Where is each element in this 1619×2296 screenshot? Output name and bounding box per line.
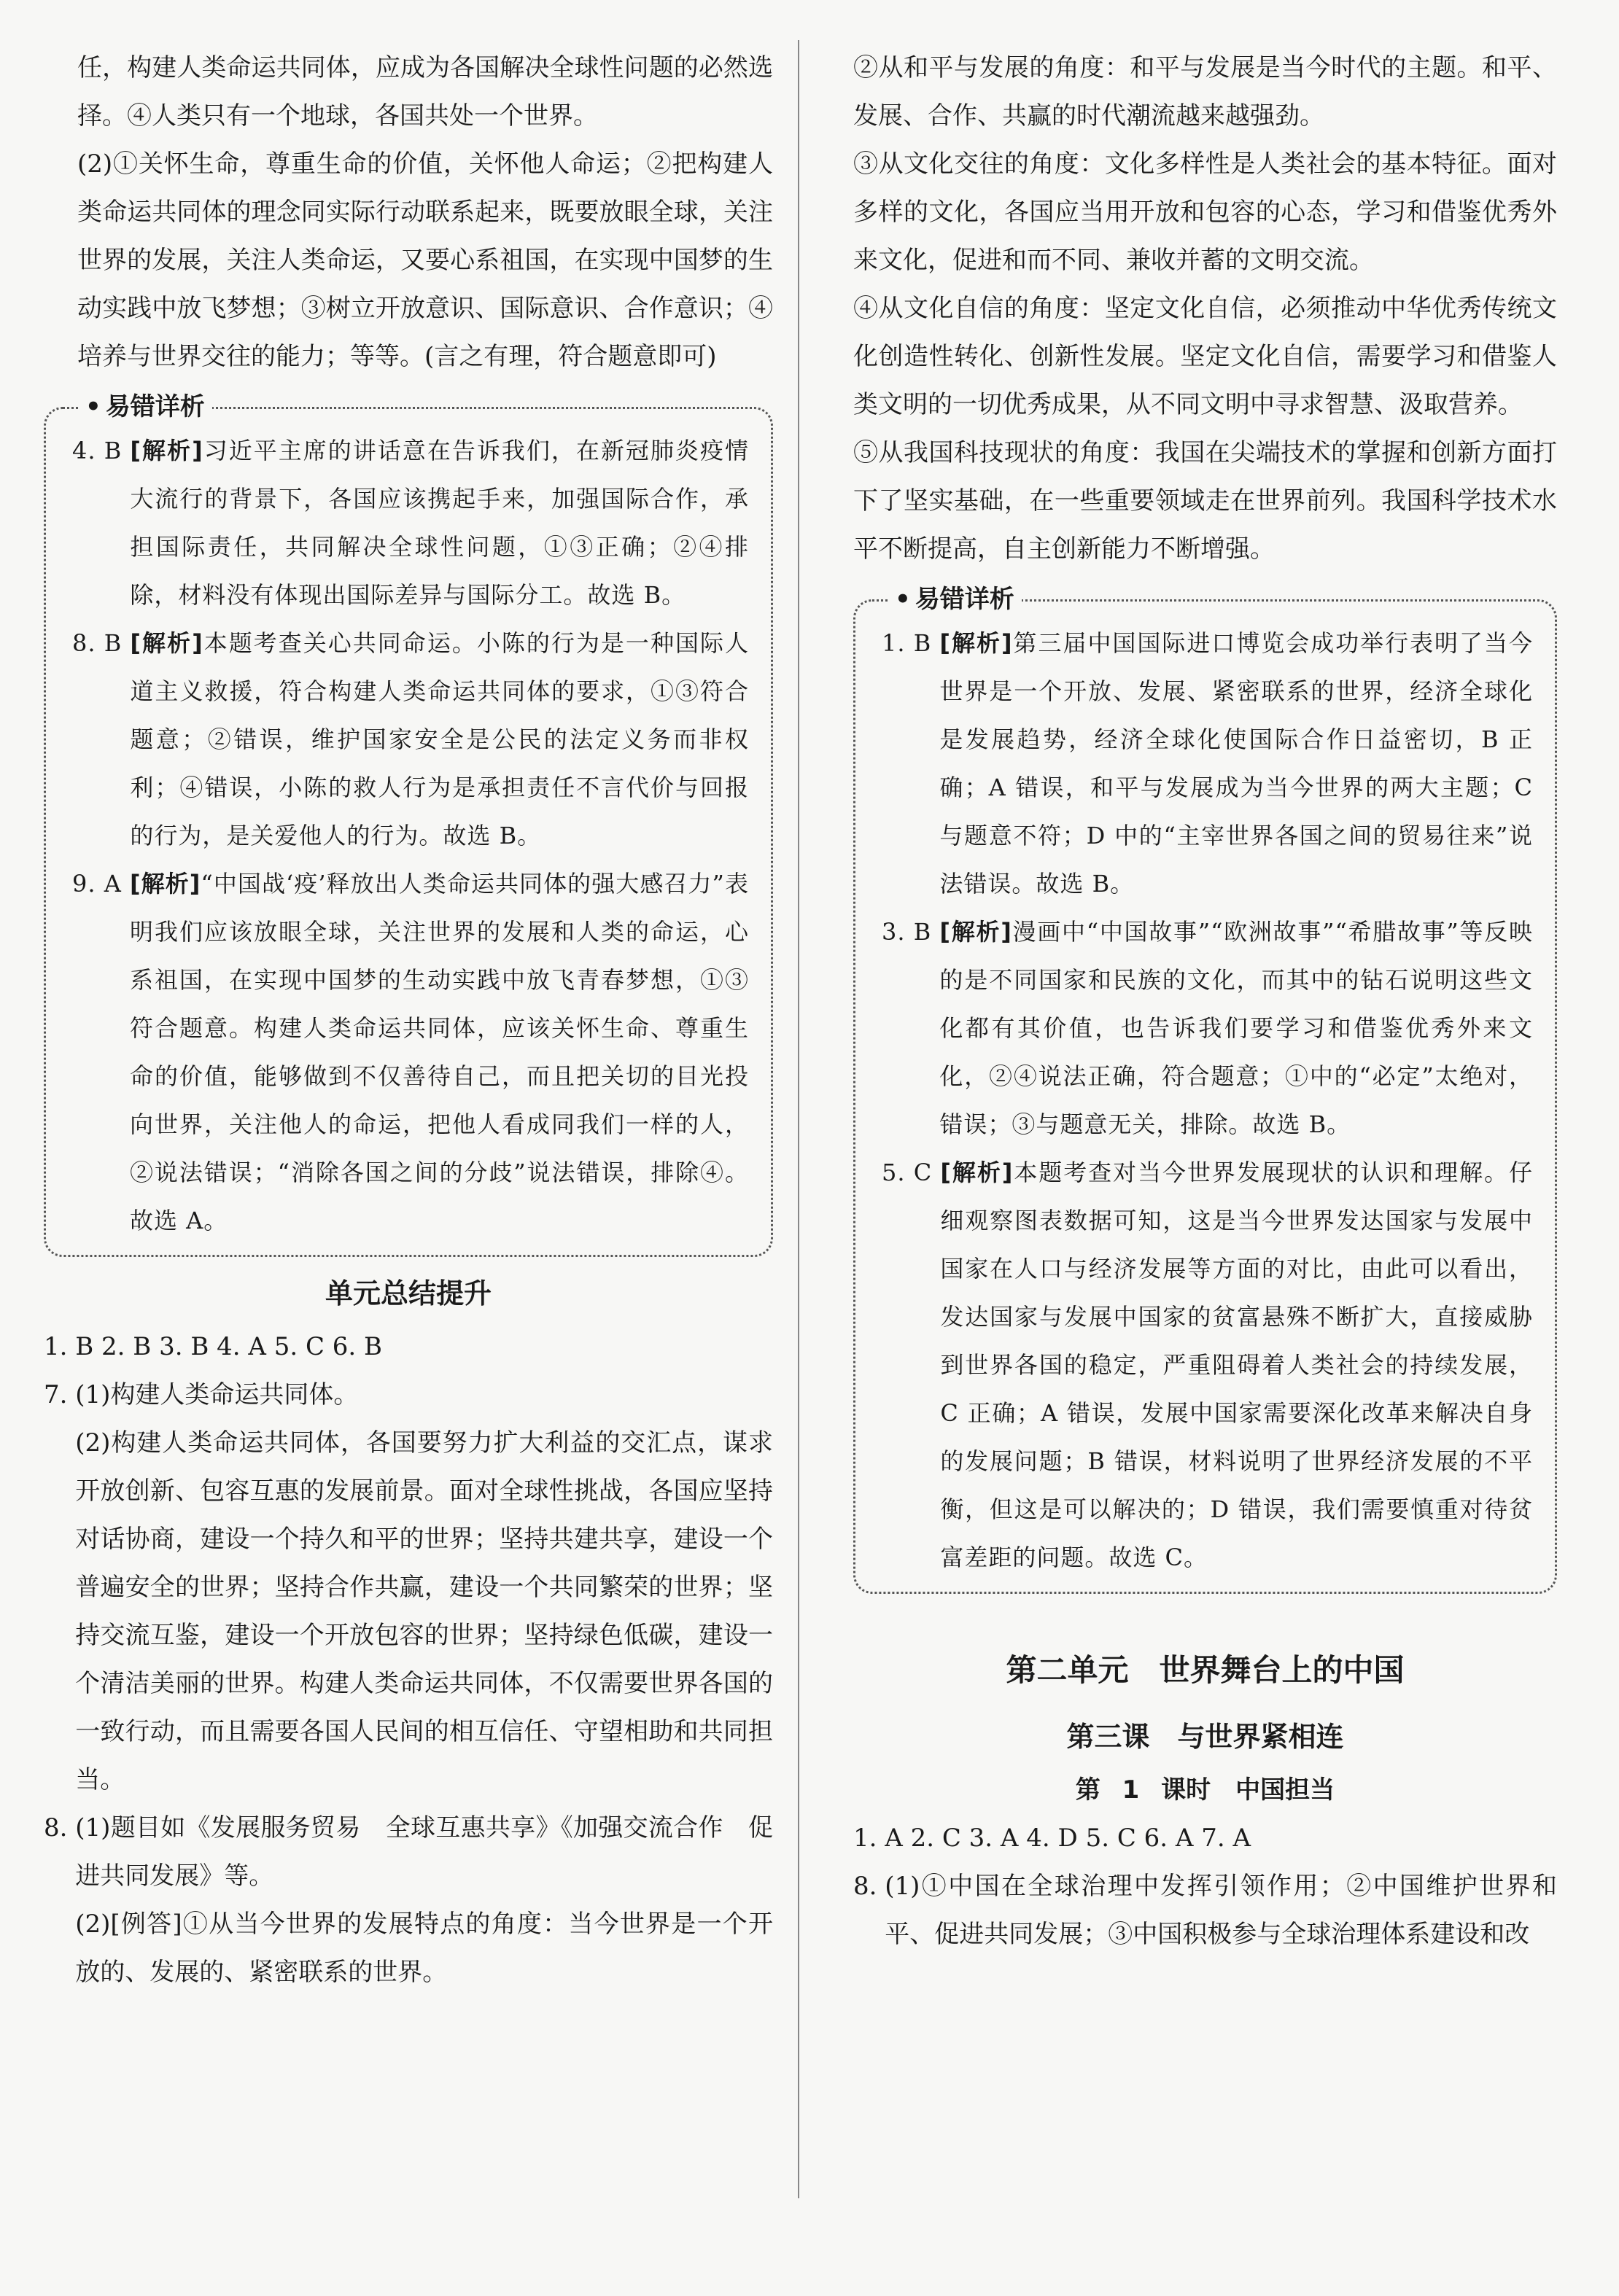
item-number: 3. B (882, 918, 940, 946)
q8-number: 8. (853, 1872, 885, 1901)
column-divider (798, 40, 799, 2198)
right-intro-1: ②从和平与发展的角度：和平与发展是当今时代的主题。和平、发展、合作、共赢的时代潮流越来越强劲。 (853, 53, 1557, 131)
period-title: 第 1 课时 中国担当 (1075, 1775, 1335, 1805)
q7-number: 7. (44, 1380, 76, 1409)
unit-summary-title: 单元总结提升 (325, 1277, 492, 1310)
summary-q7 (44, 1371, 773, 1804)
analysis-tag: [ 解析 ] (130, 629, 203, 657)
left-error-box-title: • 易错详析 (78, 390, 212, 424)
analysis-tag: [ 解析 ] (939, 918, 1012, 946)
right-error-box-title: • 易错详析 (888, 583, 1022, 616)
item-text: “中国战‘疫’释放出人类命运共同体的强大感召力”表明我们应该放眼全球，关注世界的发展和人类的命运，心系祖国，在实现中国梦的生动实践中放飞青春梦想，①③符合题意。构建人类命运共同体，应该关怀生命、尊重生命的价值，能够做到不仅善待自己，而且把关切的目光投向世界，关注他人的命运，把他人看成同我们一样的人，②说法错误；“消除各国之间的分歧”说法错误，排除④。故选 A。 (129, 870, 749, 1234)
summary-q8 (44, 1804, 773, 1996)
analysis-tag: [ 解析 ] (940, 1159, 1013, 1186)
left-intro-1: 任，构建人类命运共同体，应成为各国解决全球性问题的必然选择。④人类只有一个地球，各国共处一个世界。 (77, 53, 773, 131)
q8-part-1: (1)题目如《发展服务贸易 全球互惠共享》《加强交流合作 促进共同发展》等。 (75, 1813, 773, 1891)
q8-number: 8. (44, 1813, 76, 1842)
right-error-box (853, 585, 1557, 1594)
left-error-item-9 (72, 860, 749, 1245)
lesson-title: 第三课 与世界紧相连 (1066, 1721, 1344, 1753)
right-error-item-5 (882, 1148, 1533, 1581)
item-number: 5. C (882, 1159, 941, 1186)
q8-text: (1)①中国在全球治理中发挥引领作用；②中国维护世界和平、促进共同发展；③中国积极参与全球治理体系建设和改 (885, 1872, 1557, 1949)
item-text: 漫画中“中国故事”“欧洲故事”“希腊故事”等反映的是不同国家和民族的文化，而其中的钻石说明这些文化都有其价值，也告诉我们要学习和借鉴优秀外来文化，②④说法正确，符合题意；①中的“必定”太绝对，错误；③与题意无关，排除。故选 B。 (939, 918, 1533, 1138)
lesson-mc-answers: 1. A 2. C 3. A 4. D 5. C 6. A 7. A (853, 1824, 1251, 1853)
left-column (44, 44, 773, 1996)
item-number: 8. B (72, 629, 131, 657)
item-text: 第三届中国国际进口博览会成功举行表明了当今世界是一个开放、发展、紧密联系的世界，经济全球化是发展趋势，经济全球化使国际合作日益密切，B 正确；A 错误，和平与发展成为当今世界的两大主题；C 与题意不符；D 中的“主宰世界各国之间的贸易往来”说法错误。故选 B。 (939, 629, 1533, 898)
analysis-tag: [ 解析 ] (939, 629, 1012, 657)
item-text: 本题考查关心共同命运。小陈的行为是一种国际人道主义救援，符合构建人类命运共同体的要求，①③符合题意；②错误，维护国家安全是公民的法定义务而非权利；④错误，小陈的救人行为是承担责任不言代价与回报的行为，是关爱他人的行为。故选 B。 (130, 629, 749, 849)
analysis-tag: [ 解析 ] (130, 870, 201, 898)
q7-part-2: (2)构建人类命运共同体，各国要努力扩大利益的交汇点，谋求开放创新、包容互惠的发展前景。面对全球性挑战，各国应坚持对话协商，建设一个持久和平的世界；坚持共建共享，建设一个普遍安全的世界；坚持合作共赢，建设一个共同繁荣的世界；坚持交流互鉴，建设一个开放包容的世界；坚持绿色低碳，建设一个清洁美丽的世界。构建人类命运共同体，不仅需要世界各国的一致行动，而且需要各国人民间的相互信任、守望相助和共同担当。 (75, 1428, 773, 1794)
unit-title: 第二单元 世界舞台上的中国 (1006, 1652, 1405, 1688)
left-error-box (44, 392, 773, 1257)
right-error-item-3 (882, 908, 1533, 1148)
item-number: 9. A (72, 870, 130, 898)
q7-part-1: (1)构建人类命运共同体。 (75, 1380, 359, 1409)
analysis-tag: [ 解析 ] (130, 437, 203, 464)
lesson-q8 (853, 1862, 1557, 1958)
item-text: 习近平主席的讲话意在告诉我们，在新冠肺炎疫情大流行的背景下，各国应该携起手来，加强国际合作，承担国际责任，共同解决全球性问题，①③正确；②④排除，材料没有体现出国际差异与国际分工。故选 B。 (130, 437, 749, 609)
right-error-item-1 (882, 619, 1533, 908)
right-intro-2: ③从文化交往的角度：文化多样性是人类社会的基本特征。面对多样的文化，各国应当用开放和包容的心态，学习和借鉴优秀外来文化，促进和而不同、兼收并蓄的文明交流。 (853, 149, 1557, 275)
right-intro-3: ④从文化自信的角度：坚定文化自信，必须推动中华优秀传统文化创造性转化、创新性发展。坚定文化自信，需要学习和借鉴人类文明的一切优秀成果，从不同文明中寻求智慧、汲取营养。 (853, 294, 1557, 419)
left-intro-2: (2)①关怀生命，尊重生命的价值，关怀他人命运；②把构建人类命运共同体的理念同实际行动联系起来，既要放眼全球，关注世界的发展，关注人类命运，又要心系祖国，在实现中国梦的生动实践中放飞梦想；③树立开放意识、国际意识、合作意识；④培养与世界交往的能力；等等。(言之有理，符合题意即可) (77, 149, 773, 371)
summary-mc-answers: 1. B 2. B 3. B 4. A 5. C 6. B (44, 1332, 383, 1361)
q8-part-2: (2)[例答]①从当今世界的发展特点的角度：当今世界是一个开放的、发展的、紧密联系的世界。 (75, 1910, 773, 1987)
item-number: 1. B (882, 629, 940, 657)
item-text: 本题考查对当今世界发展现状的认识和理解。仔细观察图表数据可知，这是当今世界发达国家与发展中国家在人口与经济发展等方面的对比，由此可以看出，发达国家与发展中国家的贫富悬殊不断扩大，直接威胁到世界各国的稳定，严重阻碍着人类社会的持续发展，C 正确；A 错误，发展中国家需要深化改革来解决自身的发展问题；B 错误，材料说明了世界经济发展的不平衡，但这是可以解决的；D 错误，我们需要慎重对待贫富差距的问题。故选 C。 (940, 1159, 1533, 1571)
item-number: 4. B (72, 437, 131, 464)
left-error-item-8 (72, 619, 749, 860)
right-intro-4: ⑤从我国科技现状的角度：我国在尖端技术的掌握和创新方面打下了坚实基础，在一些重要领域走在世界前列。我国科学技术水平不断提高，自主创新能力不断增强。 (853, 438, 1557, 564)
left-error-item-4 (72, 427, 749, 619)
right-column (853, 44, 1557, 1958)
